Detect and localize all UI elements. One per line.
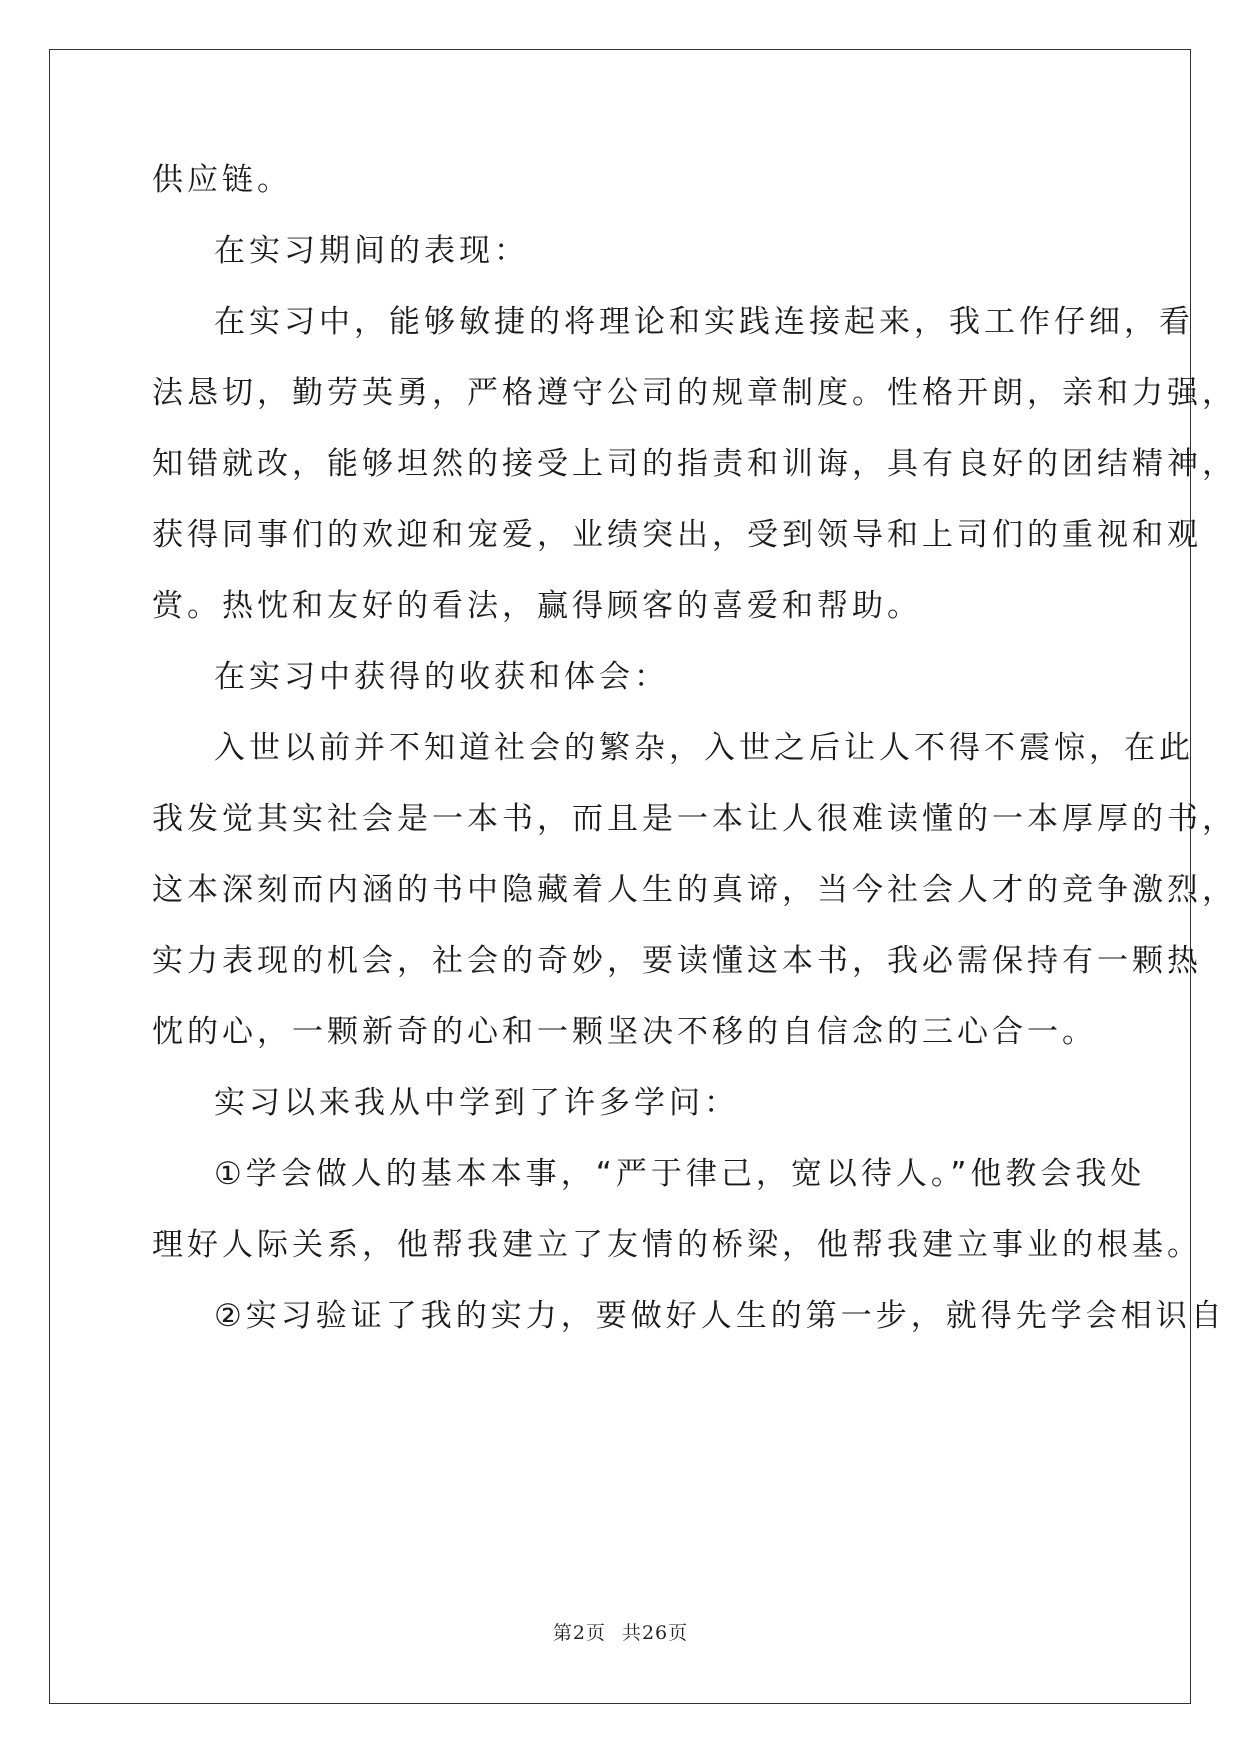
page-number: 第2页 [552, 1622, 606, 1644]
section-heading: 在实习期间的表现： [214, 233, 529, 269]
text-line: 在实习中，能够敏捷的将理论和实践连接起来，我工作仔细，看 [214, 304, 1194, 340]
section-heading: 在实习中获得的收获和体会： [214, 659, 669, 695]
text-line: 知错就改，能够坦然的接受上司的指责和训诲，具有良好的团结精神， [152, 446, 1237, 482]
page-total: 共26页 [621, 1622, 689, 1644]
text-line: 这本深刻而内涵的书中隐藏着人生的真谛，当今社会人才的竞争激烈， [152, 872, 1237, 908]
text-line: 法恳切，勤劳英勇，严格遵守公司的规章制度。性格开朗，亲和力强， [152, 375, 1237, 411]
text-line: 实力表现的机会，社会的奇妙，要读懂这本书，我必需保持有一颗热 [152, 943, 1202, 979]
section-heading: 实习以来我从中学到了许多学问： [214, 1085, 739, 1121]
text-line: 供应链。 [152, 162, 292, 198]
text-line: 获得同事们的欢迎和宠爱，业绩突出，受到领导和上司们的重视和观 [152, 517, 1202, 553]
text-line: 赏。热忱和友好的看法，赢得顾客的喜爱和帮助。 [152, 588, 922, 624]
text-line: 理好人际关系，他帮我建立了友情的桥梁，他帮我建立事业的根基。 [152, 1227, 1202, 1263]
text-line: 忱的心，一颗新奇的心和一颗坚决不移的自信念的三心合一。 [152, 1014, 1097, 1050]
text-line: ①学会做人的基本本事，“严于律己，宽以待人。”他教会我处 [214, 1156, 1146, 1192]
text-line: 入世以前并不知道社会的繁杂，入世之后让人不得不震惊，在此 [214, 730, 1194, 766]
page-footer [0, 1618, 1241, 1645]
text-line: ②实习验证了我的实力，要做好人生的第一步，就得先学会相识自 [214, 1298, 1226, 1334]
text-line: 我发觉其实社会是一本书，而且是一本让人很难读懂的一本厚厚的书， [152, 801, 1237, 837]
